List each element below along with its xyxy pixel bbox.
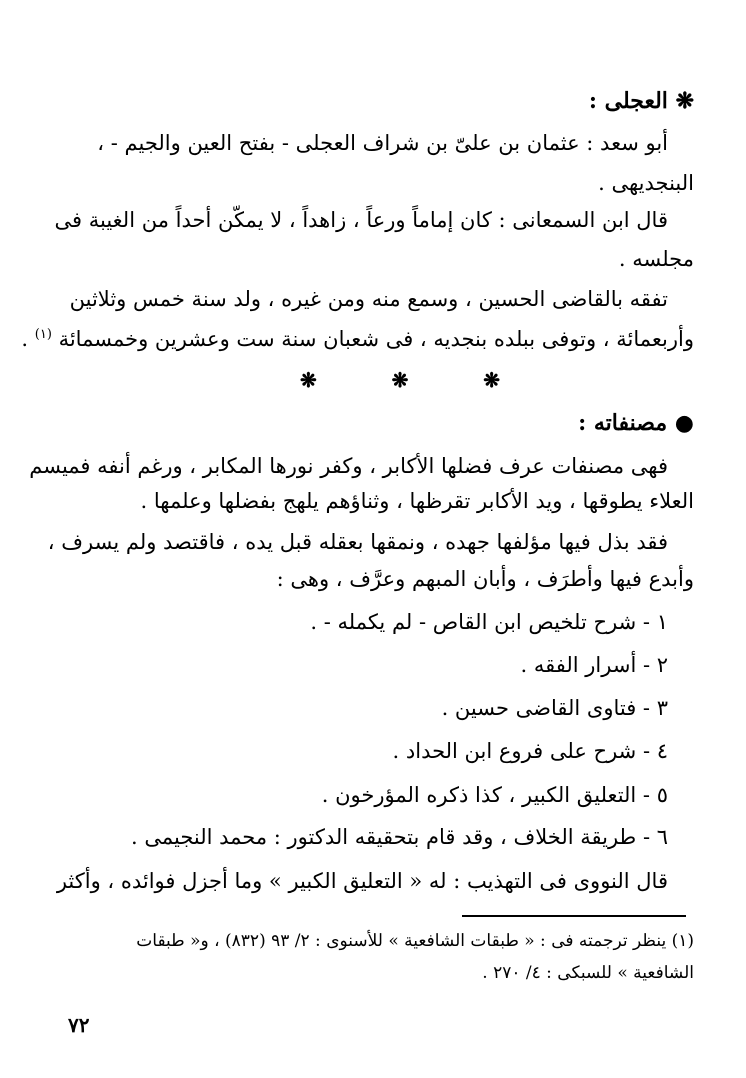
body-line: مجلسه . xyxy=(618,247,694,271)
body-line: العلاء يطوقها ، ويد الأكابر تقرظها ، وثناؤهم يلهج بفضلها وعلمها . xyxy=(140,489,694,513)
list-item: ٢ - أسرار الفقه . xyxy=(520,653,668,677)
section-heading-ajali: ❋ العجلى : xyxy=(588,88,694,114)
star-ornament-icon: ❋ xyxy=(391,368,409,392)
body-line: تفقه بالقاضى الحسين ، وسمع منه ومن غيره ، ولد سنة خمس وثلاثين xyxy=(69,287,668,311)
footnote-line: الشافعية » للسبكى : ٤/ ٢٧٠ . xyxy=(482,963,694,983)
body-line: البنجديهى . xyxy=(598,171,694,195)
body-line: قال النووى فى التهذيب : له « التعليق الكبير » وما أجزل فوائده ، وأكثر xyxy=(56,869,668,893)
star-ornament-icon: ❋ xyxy=(300,368,317,392)
section-separator xyxy=(300,368,500,392)
body-line: فهى مصنفات عرف فضلها الأكابر ، وكفر نورها المكابر ، ورغم أنفه فميسم xyxy=(29,454,668,478)
body-line: أبو سعد : عثمان بن علىّ بن شراف العجلى - بفتح العين والجيم - ، xyxy=(97,131,668,155)
body-line: فقد بذل فيها مؤلفها جهده ، ونمقها بعقله قبل يده ، فاقتصد ولم يسرف ، xyxy=(47,530,668,554)
body-line-with-footnote xyxy=(21,320,694,354)
list-item: ٤ - شرح على فروع ابن الحداد . xyxy=(392,739,668,763)
list-item: ٦ - طريقة الخلاف ، وقد قام بتحقيقه الدكتور : محمد النجيمى . xyxy=(131,825,668,849)
trailing-period: . xyxy=(21,327,29,351)
footnote-line: (١) ينظر ترجمته فى : « طبقات الشافعية » للأسنوى : ٢/ ٩٣ (٨٣٢) ، و« طبقات xyxy=(136,931,694,951)
page-number: ٧٢ xyxy=(68,1013,90,1037)
star-ornament-icon: ❋ xyxy=(483,368,500,392)
body-line: قال ابن السمعانى : كان إماماً ورعاً ، زاهداً ، لا يمكّن أحداً من الغيبة فى xyxy=(54,208,668,232)
footnote-divider xyxy=(462,915,686,917)
body-text: وأربعمائة ، وتوفى ببلده بنجديه ، فى شعبان سنة ست وعشرين وخمسمائة xyxy=(58,327,694,351)
list-item: ١ - شرح تلخيص ابن القاص - لم يكمله - . xyxy=(310,610,668,634)
section-heading-works: ● مصنفاته : xyxy=(578,410,694,436)
list-item: ٣ - فتاوى القاضى حسين . xyxy=(441,696,668,720)
footnote-marker: (١) xyxy=(34,327,52,342)
list-item: ٥ - التعليق الكبير ، كذا ذكره المؤرخون . xyxy=(321,783,668,807)
body-line: وأبدع فيها وأطرَف ، وأبان المبهم وعرَّف ، وهى : xyxy=(276,567,694,591)
